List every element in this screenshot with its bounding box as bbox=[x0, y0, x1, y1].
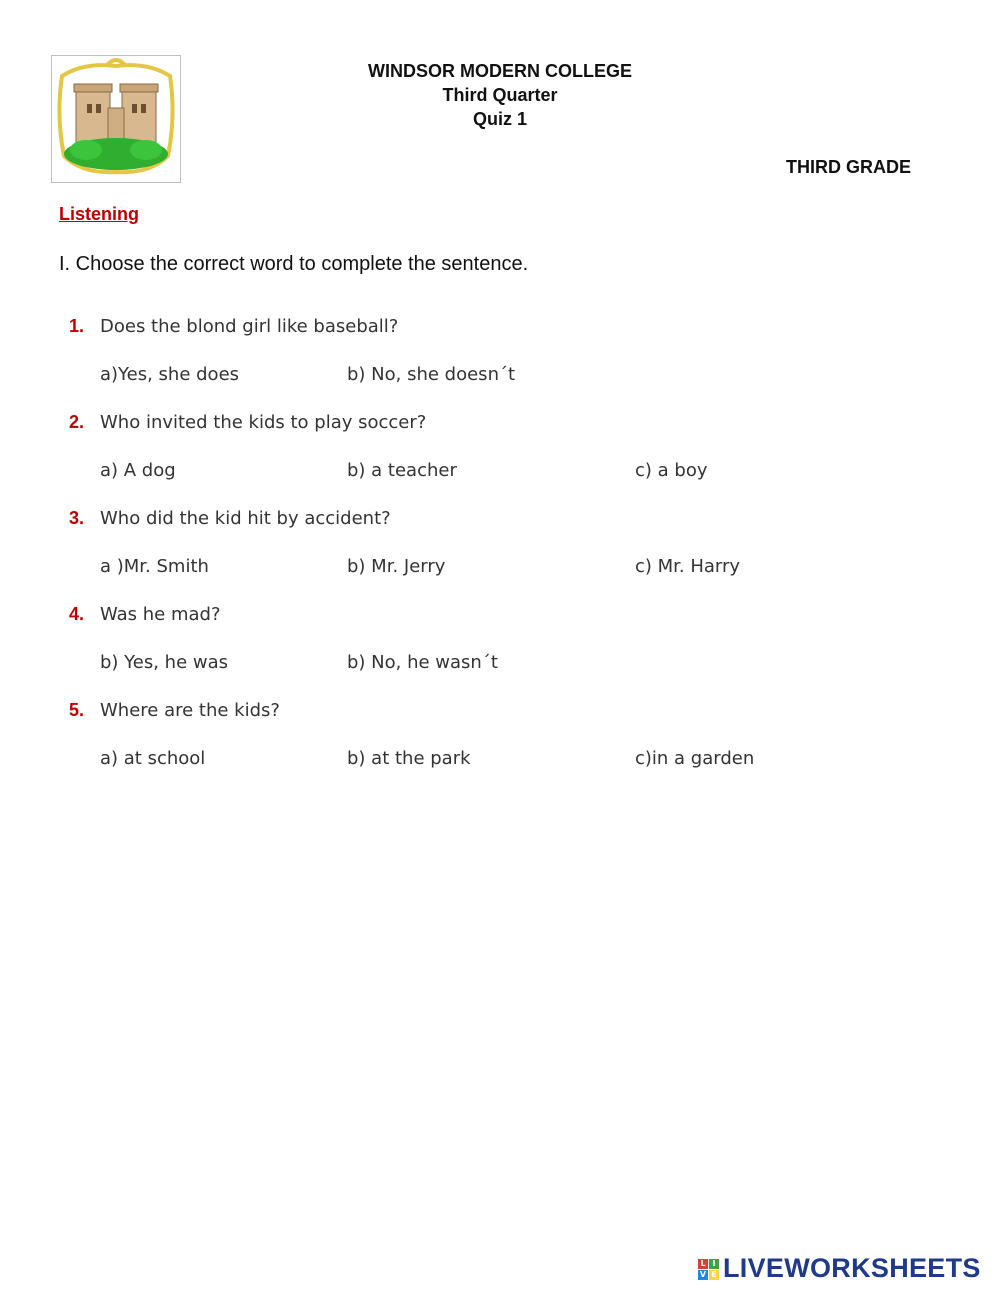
option-a[interactable]: b) Yes, he was bbox=[100, 652, 229, 673]
liveworksheets-logo bbox=[698, 1255, 994, 1285]
question-5 bbox=[0, 700, 1000, 796]
option-b[interactable]: b) at the park bbox=[347, 748, 471, 769]
instruction-text: I. Choose the correct word to complete the sentence. bbox=[59, 253, 529, 275]
question-1 bbox=[0, 316, 1000, 412]
logo-letter-i: I bbox=[709, 1259, 719, 1269]
question-number: 2. bbox=[69, 412, 85, 432]
brand-name: LIVEWORKSHEETS bbox=[723, 1253, 981, 1283]
option-a[interactable]: a) A dog bbox=[100, 460, 176, 481]
quiz-label: Quiz 1 bbox=[472, 109, 527, 129]
option-a[interactable]: a )Mr. Smith bbox=[100, 556, 209, 577]
question-number: 3. bbox=[69, 508, 85, 528]
logo-letter-e: E bbox=[709, 1270, 719, 1280]
question-3 bbox=[0, 508, 1000, 604]
question-number: 5. bbox=[69, 700, 85, 720]
question-number: 1. bbox=[69, 316, 85, 336]
option-a[interactable]: a)Yes, she does bbox=[100, 364, 240, 385]
grade-label: THIRD GRADE bbox=[786, 157, 911, 177]
option-c[interactable]: c) Mr. Harry bbox=[635, 556, 741, 577]
question-2 bbox=[0, 412, 1000, 508]
question-text: Was he mad? bbox=[100, 604, 221, 625]
school-name: WINDSOR MODERN COLLEGE bbox=[368, 61, 632, 81]
option-b[interactable]: b) No, he wasn´t bbox=[347, 652, 498, 673]
question-text: Who invited the kids to play soccer? bbox=[100, 412, 427, 433]
question-4 bbox=[0, 604, 1000, 700]
section-title: Listening bbox=[59, 204, 139, 224]
option-b[interactable]: b) a teacher bbox=[347, 460, 457, 481]
option-a[interactable]: a) at school bbox=[100, 748, 206, 769]
option-b[interactable]: b) Mr. Jerry bbox=[347, 556, 446, 577]
question-text: Who did the kid hit by accident? bbox=[100, 508, 391, 529]
question-number: 4. bbox=[69, 604, 85, 624]
option-c[interactable]: c)in a garden bbox=[635, 748, 755, 769]
question-text: Does the blond girl like baseball? bbox=[100, 316, 399, 337]
option-c[interactable]: c) a boy bbox=[635, 460, 708, 481]
option-b[interactable]: b) No, she doesn´t bbox=[347, 364, 516, 385]
quarter-label: Third Quarter bbox=[442, 85, 558, 105]
question-text: Where are the kids? bbox=[100, 700, 280, 721]
logo-letter-l: L bbox=[698, 1259, 708, 1269]
logo-letter-v: V bbox=[699, 1270, 707, 1279]
